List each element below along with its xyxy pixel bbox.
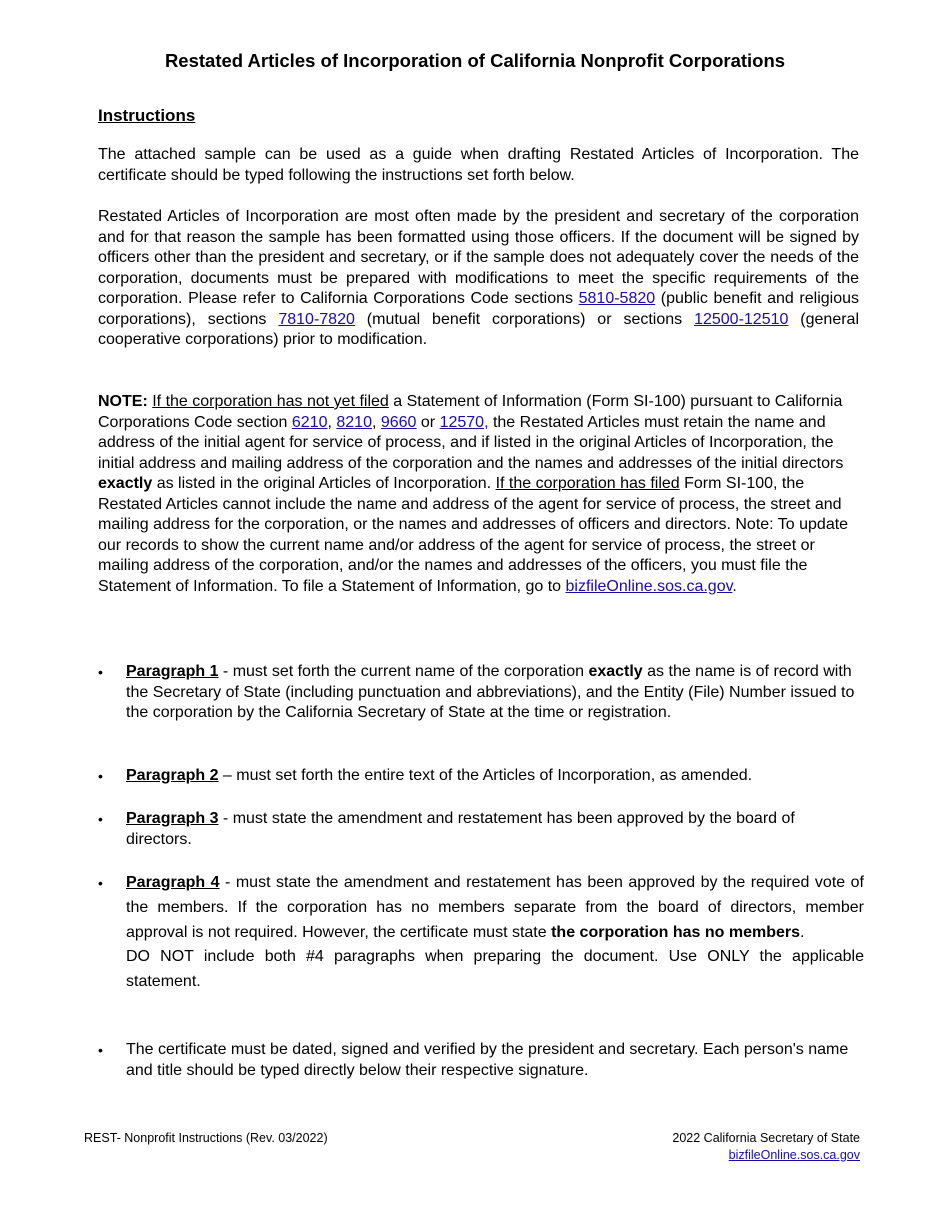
footer-bizfile-link[interactable]: bizfileOnline.sos.ca.gov [728,1148,860,1162]
bullet-icon: • [98,875,103,891]
bizfile-link[interactable]: bizfileOnline.sos.ca.gov [565,577,733,595]
note-paragraph [98,392,858,597]
paragraph-label: Paragraph 4 [126,874,220,891]
footer-copyright: 2022 California Secretary of State [672,1131,860,1145]
bullet-paragraph-2 [126,766,864,787]
text: . [800,923,805,941]
paragraph-label: Paragraph 2 [126,767,219,784]
bullet-4-warning: DO NOT include both #4 paragraphs when preparing the document. Use ONLY the applicable statement. [126,948,864,991]
note-underline: If the corporation has not yet filed [152,393,389,410]
text: (public benefit and religious corporations), sections [98,290,860,328]
note-label: NOTE: [98,393,148,410]
code-link-7810[interactable]: 7810-7820 [278,310,355,328]
paragraph-label: Paragraph 1 [126,663,219,680]
code-link-8210[interactable]: 8210 [336,413,372,431]
separator: or [416,413,440,431]
bullet-4-main [126,871,864,945]
separator: , [371,413,381,431]
bullet-icon: • [98,664,103,680]
text: - must state the amendment and restatement has been approved by the required vote of the members. If the corporation has no members separate from the board of directors, member approval is not required. However, the certificate must state [126,874,864,941]
bullet-icon: • [98,1042,103,1058]
bullet-icon: • [98,768,103,784]
text: . [732,577,737,595]
note-underline: If the corporation has filed [495,475,680,492]
intro-paragraph: The attached sample can be used as a guide when drafting Restated Articles of Incorporation. The certificate should be typed following the instructions set forth below. [98,146,859,184]
code-link-9660[interactable]: 9660 [380,413,417,431]
code-link-5810[interactable]: 5810-5820 [578,290,656,307]
bullet-paragraph-3 [126,809,864,850]
text: (mutual benefit corporations) or sections [354,310,695,328]
text: the Restated Articles must retain the name and address of the initial agent for service of process, and if listed in the original Articles of Incorporation, the initial address and mailing address of the corporation and the names and addresses of the initial directors [98,413,844,472]
text: a Statement of Information (Form SI-100) pursuant to California Corporations Code section [98,393,843,431]
bold-text: the corporation has no members [551,923,801,941]
code-link-12500[interactable]: 12500-12510 [694,310,789,328]
text: - must set forth the current name of the corporation [218,663,589,680]
note-bold: exactly [98,475,153,492]
text: Form SI-100, the Restated Articles cannot include the name and address of the agent for service of process, the street and mailing address for the corporation, or the names and addresses of officers and directors. Note: To update our records to show the current name and/or address of the agent for service of process, the street or mailing address of the corporation, and/or the names and addresses of the officers, you must file the Statement of Information. To file a Statement of Information, go to [98,475,849,595]
text: - must state the amendment and restatement has been approved by the board of directors. [126,810,795,848]
bullet-paragraph-1 [126,662,864,724]
page-title: Restated Articles of Incorporation of California Nonprofit Corporations [164,50,786,71]
footer-publisher [672,1130,860,1164]
code-link-6210[interactable]: 6210 [291,413,328,431]
formatting-paragraph [98,207,859,351]
bullet-paragraph-5: The certificate must be dated, signed and verified by the president and secretary. Each person's name and title should be typed directly below their respective signature. [126,1041,849,1079]
bullet-icon: • [98,811,103,827]
separator: , [327,413,337,431]
text: Restated Articles of Incorporation are most often made by the president and secretary of the corporation and for that reason the sample has been formatted using those officers. If the document will be signed by officers other than the president and secretary, or if the sample does not adequately cover the needs of the corporation, documents must be prepared with modifications to meet the specific requirements of the corporation. Please refer to California Corporations Code sections [98,208,859,307]
text: – must set forth the entire text of the Articles of Incorporation, as amended. [218,767,753,784]
text: as listed in the original Articles of Incorporation. [152,475,496,492]
paragraph-label: Paragraph 3 [126,810,219,827]
code-link-12570[interactable]: 12570, [439,413,489,431]
text: (general cooperative corporations) prior to modification. [98,310,860,348]
text: as the name is of record with the Secretary of State (including punctuation and abbreviations), and the Entity (File) Number issued to the corporation by the California Secretary of State at the time or registration. [126,663,855,721]
instructions-heading: Instructions [98,106,196,125]
bullet-paragraph-4 [126,871,864,995]
footer-form-id: REST- Nonprofit Instructions (Rev. 03/2022) [84,1131,328,1145]
bold-text: exactly [588,663,643,680]
